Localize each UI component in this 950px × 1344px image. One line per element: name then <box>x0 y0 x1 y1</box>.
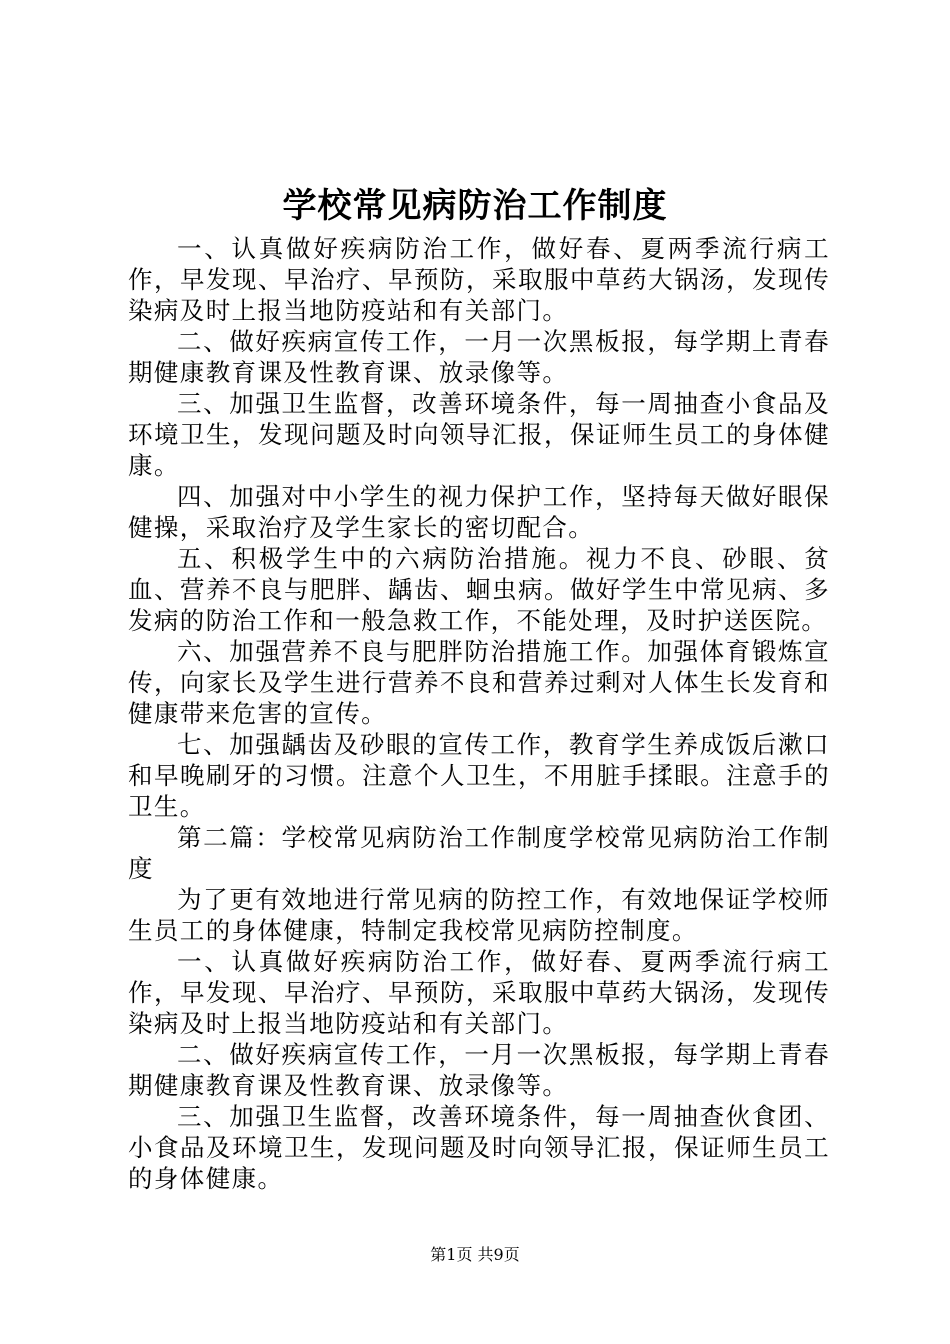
document-body <box>128 233 830 1194</box>
paragraph: 一、认真做好疾病防治工作，做好春、夏两季流行病工作，早发现、早治疗、早预防，采取服中草药大锅汤，发现传染病及时上报当地防疫站和有关部门。 <box>128 234 830 325</box>
section-heading: 第二篇：学校常见病防治工作制度学校常见病防治工作制度 <box>128 823 830 883</box>
paragraph: 二、做好疾病宣传工作，一月一次黑板报，每学期上青春期健康教育课及性教育课、放录像等。 <box>128 327 830 387</box>
page-number: 第1页 共9页 <box>430 1245 520 1264</box>
paragraph: 三、加强卫生监督，改善环境条件，每一周抽查伙食团、小食品及环境卫生，发现问题及时向领导汇报，保证师生员工的身体健康。 <box>128 1102 830 1193</box>
paragraph: 六、加强营养不良与肥胖防治措施工作。加强体育锻炼宣传，向家长及学生进行营养不良和营养过剩对人体生长发育和健康带来危害的宣传。 <box>128 637 830 728</box>
paragraph: 三、加强卫生监督，改善环境条件，每一周抽查小食品及环境卫生，发现问题及时向领导汇报，保证师生员工的身体健康。 <box>128 389 830 480</box>
paragraph: 一、认真做好疾病防治工作，做好春、夏两季流行病工作，早发现、早治疗、早预防，采取服中草药大锅汤，发现传染病及时上报当地防疫站和有关部门。 <box>128 947 830 1038</box>
paragraph: 七、加强龋齿及砂眼的宣传工作，教育学生养成饭后漱口和早晚刷牙的习惯。注意个人卫生，不用脏手揉眼。注意手的卫生。 <box>128 730 830 821</box>
paragraph: 二、做好疾病宣传工作，一月一次黑板报，每学期上青春期健康教育课及性教育课、放录像等。 <box>128 1040 830 1100</box>
document-title: 学校常见病防治工作制度 <box>282 186 668 226</box>
paragraph: 四、加强对中小学生的视力保护工作，坚持每天做好眼保健操，采取治疗及学生家长的密切配合。 <box>128 482 830 542</box>
paragraph: 为了更有效地进行常见病的防控工作，有效地保证学校师生员工的身体健康，特制定我校常见病防控制度。 <box>128 885 830 945</box>
paragraph: 五、积极学生中的六病防治措施。视力不良、砂眼、贫血、营养不良与肥胖、龋齿、蛔虫病。做好学生中常见病、多发病的防治工作和一般急救工作，不能处理，及时护送医院。 <box>128 544 830 635</box>
